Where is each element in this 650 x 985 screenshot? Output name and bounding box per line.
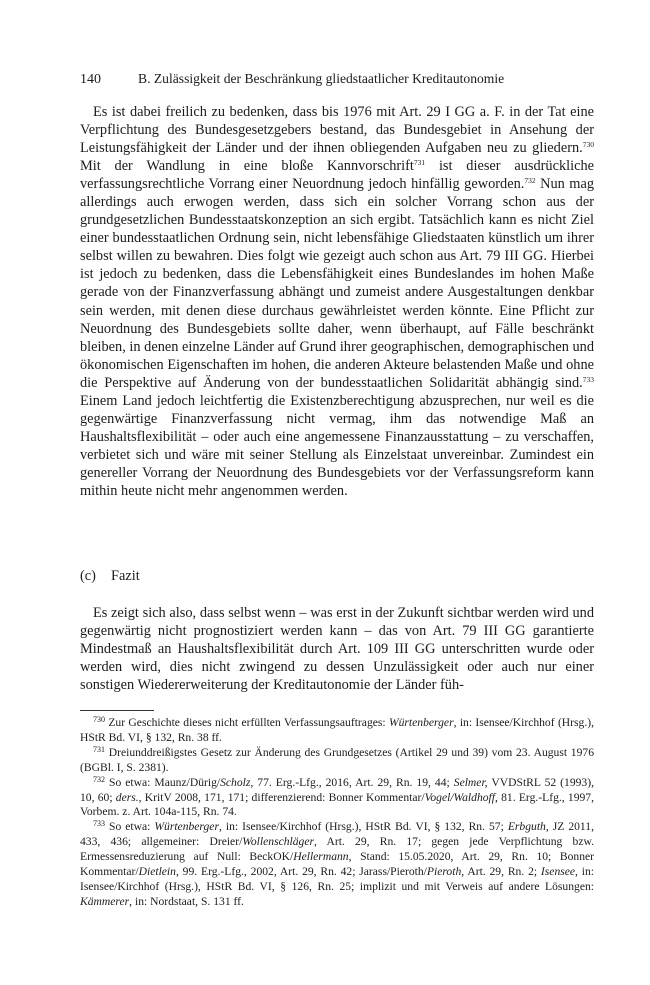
text-run: , in: Isensee/Kirchhof (Hrsg.), HStR Bd. VI, § 126, Rn. 25; implizit und mit Verweis auf andere Lösungen: — [80, 865, 595, 893]
text-run: ist dieser ausdrückliche verfassungsrechtliche Vorrang einer Neuordnung jedoch hinfällig geworden. — [80, 158, 594, 193]
text-run: Nun mag allerdings auch erwogen werden, dass sich ein solcher Vorrang schon aus der grundgesetzlichen Bundesstaatskonzeption an sich ergibt. Tatsächlich kann es nicht Ziel einer bundesstaatlichen Ordnung sein, nicht lebensfähige Gliedstaaten künstlich um ihrer selbst willen zu bewahren. Dies folgt wie gezeigt auch schon aus Art. 79 III GG. Hierbei ist jedoch zu bedenken, dass die Lebensfähigkeit eines Bundeslandes im hohen Maße gerade von der Finanzverfassung abhängt und zumeist andere Ausgestaltungen denkbar sein werden, mit denen diese durchaus gewährleistet werden könnte. Eine Pflicht zur Neuordnung des Bundesgebiets sollte daher, wenn überhaupt, auf Fälle beschränkt bleiben, in denen einzelne Länder auf Grund ihrer geographischen, demographischen und ökonomischen Eigenschaften im hohen, die anderen Akteure belastenden Maße und ohne die Perspektive auf Änderung von der bundesstaatlichen Solidarität abhängig sind. — [80, 176, 594, 391]
text-run: , 81. Erg.-Lfg., 1997, Vorbem. z. Art. 104a-115, Rn. 74. — [80, 790, 594, 819]
text-run: , JZ 2011, 433, 436; allgemeiner: Dreier/ — [80, 820, 594, 849]
author-name: Dietlein — [138, 865, 176, 879]
text-run: Dreiunddreißigstes Gesetz zur Änderung des Grundgesetzes (Artikel 29 und 39) vom 23. August 1976 (BGBl. I, S. 2381). — [80, 745, 594, 774]
running-title: B. Zulässigkeit der Beschränkung gliedstaatlicher Kreditautonomie — [138, 71, 505, 86]
section-label: (c) — [80, 568, 96, 584]
page-header — [80, 71, 595, 88]
author-name: ders. — [115, 790, 139, 804]
text-run: So etwa: — [105, 820, 155, 834]
footnote-number: 732 — [93, 774, 105, 784]
author-name: Scholz — [220, 775, 251, 789]
footnote-number: 730 — [93, 715, 105, 724]
author-name: Isensee — [540, 865, 576, 879]
author-name: Pieroth — [426, 865, 462, 879]
conclusion-text — [80, 604, 594, 694]
text-run: Zur Geschichte dieses nicht erfüllten Verfassungsauftrages: — [105, 716, 389, 729]
text-run: , 99. Erg.-Lfg., 2002, Art. 29, Rn. 42; Jarass/Pieroth/ — [175, 865, 427, 879]
text-run: , in: Isensee/Kirchhof (Hrsg.), HStR Bd. VI, § 132, Rn. 38 ff. — [80, 716, 594, 744]
text-run: , Art. 29, Rn. 17; gegen jede Verpflichtung bzw. Ermessensreduzierung auf Null: BeckOK/ — [80, 835, 594, 864]
footnote-number: 733 — [93, 819, 105, 829]
footnote-number: 731 — [93, 744, 105, 754]
paragraph — [80, 103, 594, 500]
text-run: Mit der Wandlung in eine bloße Kannvorschrift — [80, 158, 414, 175]
text-run: , KritV 2008, 171, 171; differenzierend: Bonner Kommentar/ — [138, 790, 425, 804]
footnote-731 — [80, 746, 594, 776]
footnote-730 — [80, 716, 594, 746]
footnote-732 — [80, 776, 594, 821]
footnote-733 — [80, 820, 594, 909]
section-title: Fazit — [111, 568, 140, 584]
text-run: , in: Nordstaat, S. 131 ff. — [129, 894, 244, 908]
author-name: Würtenberger — [154, 820, 219, 834]
text-run: , Art. 29, Rn. 2; — [461, 865, 541, 879]
text-run: , Stand: 15.05.2020, Art. 29, Rn. 10; Bonner Kommentar/ — [80, 850, 595, 879]
author-name: Kämmerer — [80, 894, 130, 908]
section-heading — [80, 568, 140, 585]
page-number: 140 — [80, 72, 101, 87]
text-run: Es ist dabei freilich zu bedenken, dass bis 1976 mit Art. 29 I GG a. F. in der Tat eine Verpflichtung des Bundesgesetzgebers bestand, das Bundesgebiet in Ansehung der Leistungsfähigkeit der Länder und der ihnen obliegenden Aufgaben neu zu gliedern. — [80, 104, 594, 157]
footnote-ref-732[interactable]: 732 — [524, 176, 536, 186]
main-text — [80, 103, 594, 500]
footnote-divider — [80, 710, 154, 711]
text-run: So etwa: Maunz/Dürig/ — [105, 775, 221, 789]
author-name: Erbguth — [507, 820, 546, 834]
footnote-ref-730[interactable]: 730 — [582, 140, 594, 150]
footnotes — [80, 716, 594, 910]
text-run: , in: Isensee/Kirchhof (Hrsg.), HStR Bd. VI, § 132, Rn. 57; — [218, 820, 508, 834]
author-name: Vogel/Waldhoff — [424, 790, 495, 804]
text-run: Einem Land jedoch leichtfertig die Existenzberechtigung abzusprechen, nur weil es die gegenwärtige Finanzverfassung nicht vermag, ihm das notwendige Maß an Haushaltsflexibilität – oder auch eine angemessene Finanzausstattung – zu verschaffen, verbietet sich und wäre mit seiner Stellung als Einzelstaat unvereinbar. Zumindest ein genereller Vorrang der Neuordnung des Bundesgebiets vor der Verfassungsreform kann mithin heute nicht mehr angenommen werden. — [80, 392, 594, 499]
author-name: Wollenschläger — [242, 835, 314, 849]
text-run: VVDStRL 52 (1993), 10, 60; — [80, 775, 594, 804]
author-name: Selmer, — [453, 775, 488, 789]
footnote-ref-731[interactable]: 731 — [413, 158, 426, 168]
author-name: Hellermann — [293, 850, 349, 864]
footnote-ref-733[interactable]: 733 — [582, 374, 594, 384]
text-run: , 77. Erg.-Lfg., 2016, Art. 29, Rn. 19, 44; — [250, 775, 454, 789]
paragraph: Es zeigt sich also, dass selbst wenn – was erst in der Zukunft sichtbar werden wird und gegenwärtig nicht prognostiziert werden kann – das von Art. 79 III GG garantierte Mindestmaß an Haushaltsflexibilität durch Art. 109 III GG unterschritten wurde oder werden wird, dies nicht zwingend zu dessen Unzulässigkeit oder auch nur einer sonstigen Wiedererweiterung der Kreditautonomie der Länder füh- — [80, 605, 594, 694]
author-name: Würtenberger — [388, 716, 454, 729]
